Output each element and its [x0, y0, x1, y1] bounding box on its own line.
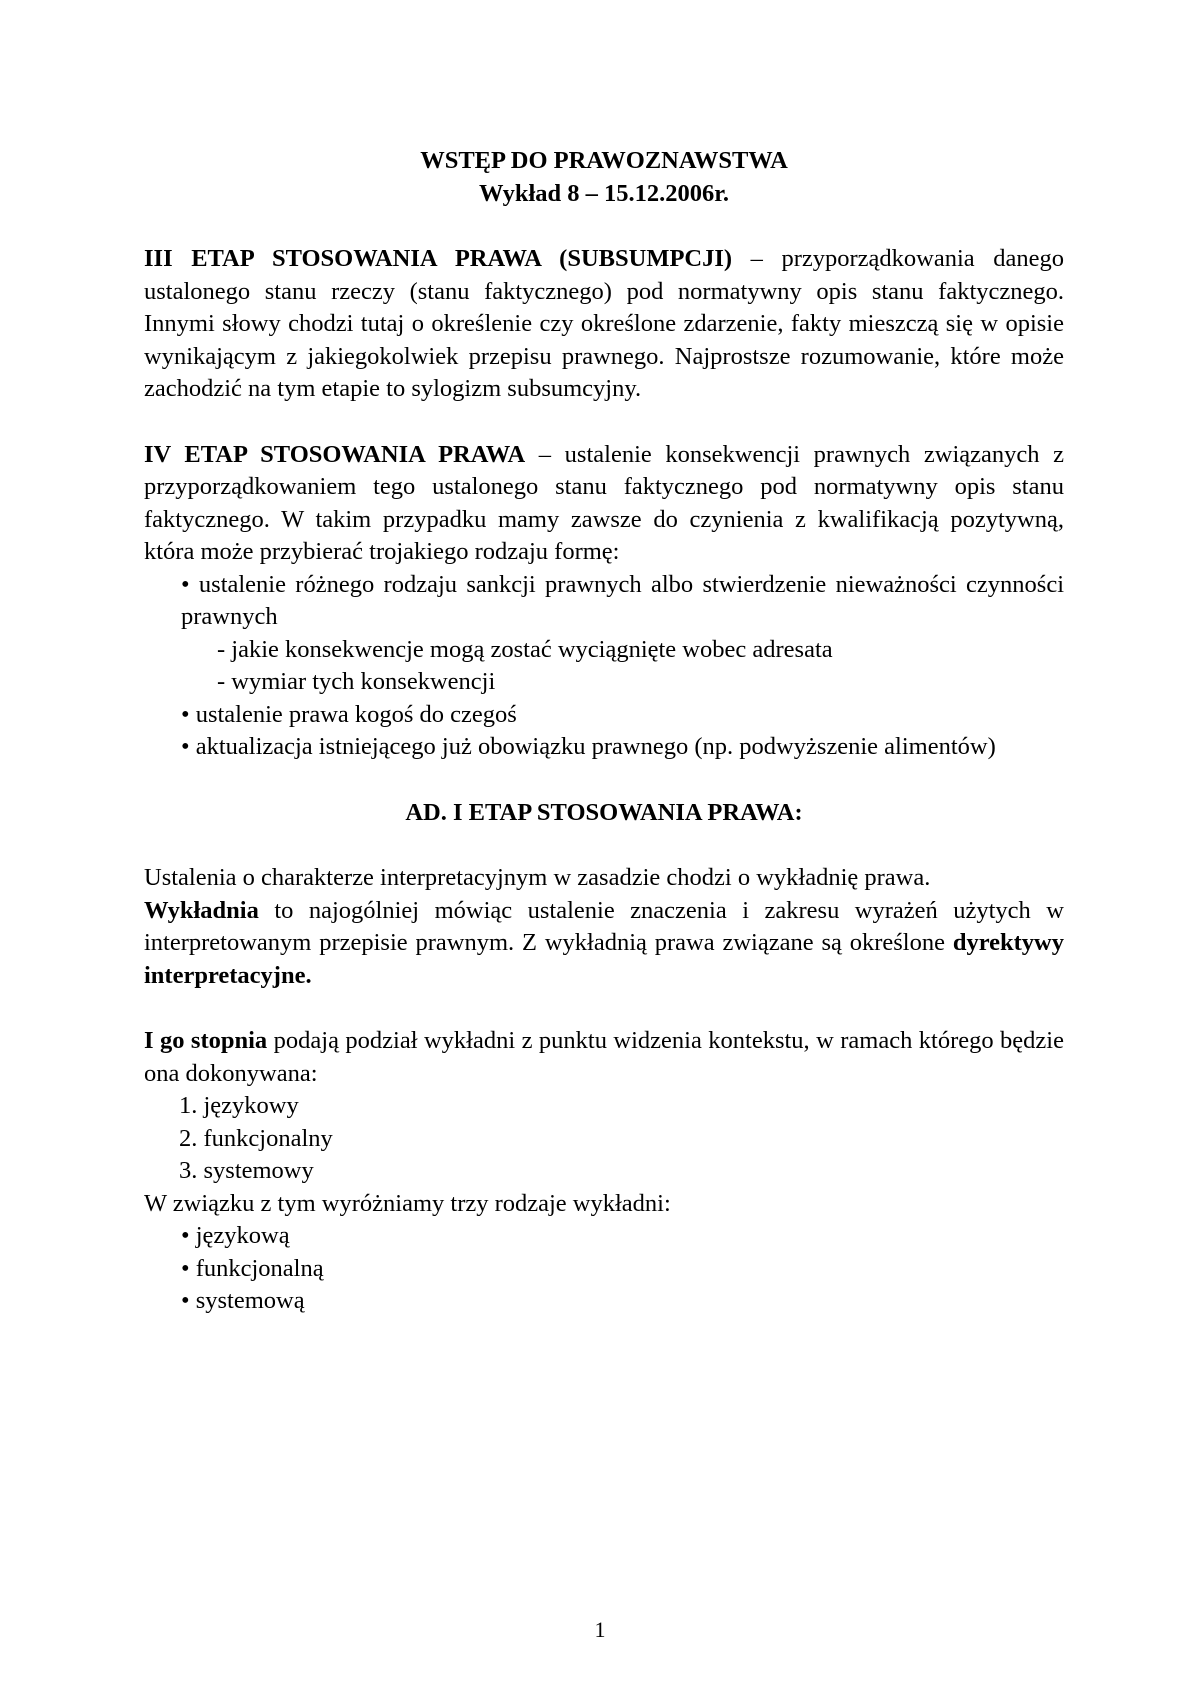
interpretation-intro: Ustalenia o charakterze interpretacyjnym w zasadzie chodzi o wykładnię prawa. — [144, 864, 931, 891]
sub-list-item: - jakie konsekwencje mogą zostać wyciągnięte wobec adresata — [217, 635, 833, 663]
paragraph-first-degree — [144, 1025, 1064, 1090]
list-item: • systemową — [181, 1287, 305, 1314]
paragraph-stage-3 — [144, 243, 1064, 406]
stage-4-text: – ustalenie konsekwencji prawnych związanych z przyporządkowaniem tego ustalonego stanu faktycznego pod normatywny opis stanu faktycznego. W takim przypadku mamy zawsze do czynienia z kwalifikacją pozytywną, która może przybierać trojakiego rodzaju formę: — [144, 440, 1064, 565]
numbered-item: 2. funkcjonalny — [179, 1124, 333, 1152]
page-number: 1 — [594, 1617, 606, 1642]
sub-list-item: - wymiar tych konsekwencji — [217, 668, 496, 695]
page-content — [144, 145, 1064, 1318]
stage-3-text: – przyporządkowania danego ustalonego stanu rzeczy (stanu faktycznego) pod normatywny opis stanu faktycznego. Innymi słowy chodzi tutaj o określenie czy określone zdarzenie, fakty mieszczą się w opisie wynikającym z jakiegokolwiek przepisu prawnego. Najprostsze rozumowanie, które może zachodzić na tym etapie to sylogizm subsumcyjny. — [144, 245, 1065, 402]
list-item: • funkcjonalną — [181, 1254, 324, 1282]
numbered-item: 3. systemowy — [179, 1157, 314, 1184]
term-directives: dyrektywy interpretacyjne. — [144, 929, 1064, 989]
paragraph-stage-4 — [144, 439, 1064, 569]
numbered-item: 1. językowy — [179, 1092, 299, 1119]
list-item: • językową — [181, 1222, 290, 1249]
section-heading: AD. I ETAP STOSOWANIA PRAWA: — [405, 798, 803, 826]
paragraph-interpretation — [144, 862, 1064, 992]
document-title: WSTĘP DO PRAWOZNAWSTWA — [420, 147, 788, 174]
list-item: • ustalenie różnego rodzaju sankcji prawnych albo stwierdzenie nieważności czynności prawnych — [181, 570, 1064, 630]
list-item: • ustalenie prawa kogoś do czegoś — [181, 700, 517, 728]
stage-4-heading: IV ETAP STOSOWANIA PRAWA — [144, 440, 526, 468]
first-degree-heading: I go stopnia — [144, 1027, 268, 1054]
list-item: • aktualizacja istniejącego już obowiązku prawnego (np. podwyższenie alimentów) — [181, 733, 996, 760]
wykladnia-definition: to najogólniej mówiąc ustalenie znaczenia i zakresu wyrażeń użytych w interpretowanym przepisie prawnym. Z wykładnią prawa związane są określone — [144, 896, 1064, 956]
term-wykladnia: Wykładnia — [144, 896, 259, 924]
lecture-subtitle: Wykład 8 – 15.12.2006r. — [478, 179, 730, 207]
paragraph-kinds: W związku z tym wyróżniamy trzy rodzaje wykładni: — [144, 1189, 671, 1217]
stage-3-heading: III ETAP STOSOWANIA PRAWA (SUBSUMPCJI) — [144, 245, 733, 272]
first-degree-text: podają podział wykładni z punktu widzenia kontekstu, w ramach którego będzie ona dokonywana: — [144, 1027, 1064, 1087]
